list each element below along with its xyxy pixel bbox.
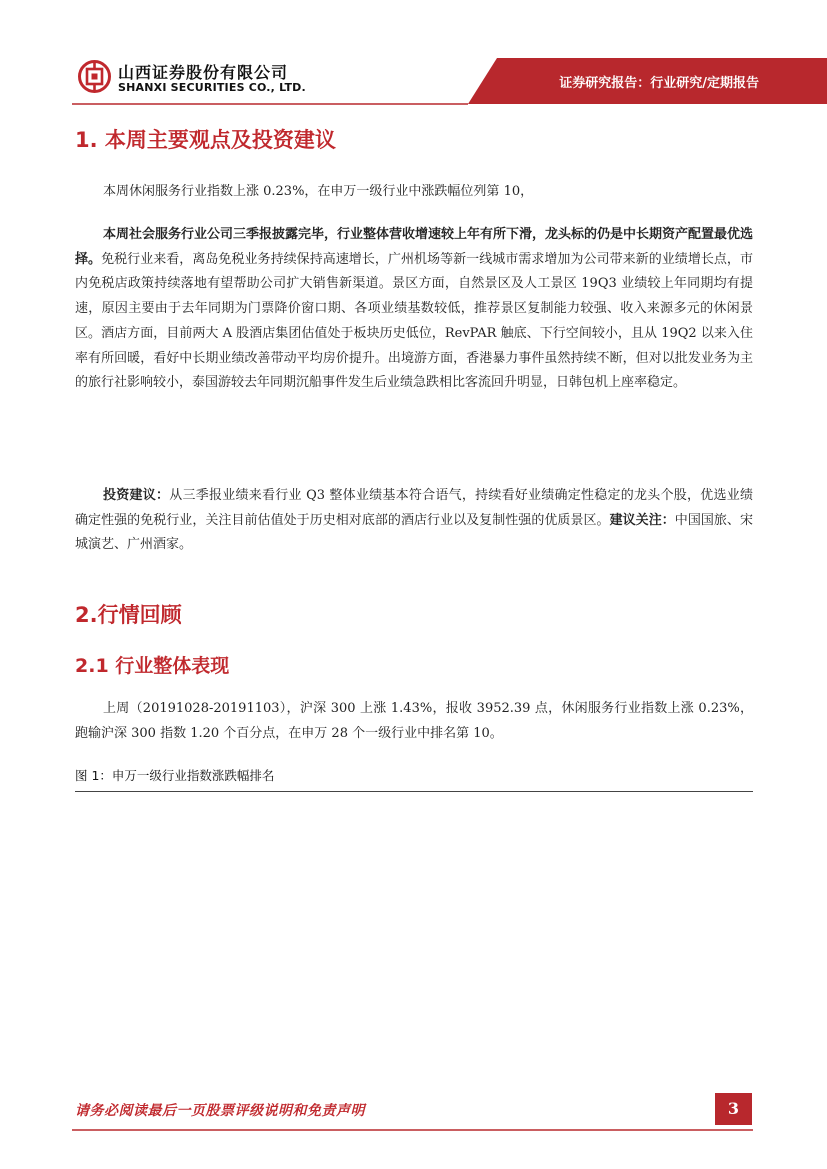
page-number: 3 xyxy=(715,1093,752,1125)
section-2-title: 2.行情回顾 xyxy=(75,603,182,627)
paragraph-weekly-index xyxy=(75,180,753,205)
section-2-1-title: 2.1 行业整体表现 xyxy=(75,655,230,677)
paragraph-investment-advice xyxy=(75,484,753,558)
paragraph-market-review xyxy=(75,697,753,746)
recommendation-label: 建议关注： xyxy=(609,512,675,528)
industry-view-highlight: 本周社会服务行业公司三季报披露完毕，行业整体营收增速较上年有所下滑，龙头标的仍是中长期资产配置最优选择。 xyxy=(75,227,754,267)
footer-band xyxy=(0,1075,827,1169)
company-logo-icon xyxy=(78,60,111,93)
company-name-en: SHANXI SECURITIES CO., LTD. xyxy=(118,81,306,94)
industry-view-text: 免税行业来看，离岛免税业务持续保持高速增长，广州机场等新一线城市需求增加为公司带来新的业绩增长点，市内免税店政策持续落地有望帮助公司扩大销售新渠道。景区方面，自然景区及人工景区 19Q3 业绩较上年同期均有提速，原因主要由于去年同期为门票降价窗口期、各项业绩基数较低，推荐景区复制能力较强、收入来源多元的休闲景区。酒店方面，目前两大 A 股酒店集团估值处于板块历史低位，RevPAR 触底、下行空间较小，且从 19Q2 以来入住率有所回暖，看好中长期业绩改善带动平均房价提升。出境游方面，香港暴力事件虽然持续不断，但对以批发业务为主的旅行社影响较小，泰国游较去年同期沉船事件发生后业绩急跌相比客流回升明显，日韩包机上座率稳定。 xyxy=(75,251,753,391)
investment-advice-label: 投资建议： xyxy=(103,488,170,503)
footer-disclaimer: 请务必阅读最后一页股票评级说明和免责声明 xyxy=(75,1103,365,1119)
market-review-text: 上周（20191028-20191103），沪深 300 上涨 1.43%，报收 3952.39 点，休闲服务行业指数上涨 0.23%，跑输沪深 300 指数 1.20 个百分点，在申万 28 个一级行业中排名第 10。 xyxy=(75,701,753,741)
paragraph-industry-view xyxy=(75,223,753,396)
report-type-label: 证券研究报告：行业研究/定期报告 xyxy=(559,76,759,91)
section-1-title: 1. 本周主要观点及投资建议 xyxy=(75,128,336,152)
company-name-cn: 山西证券股份有限公司 xyxy=(118,63,289,82)
investment-advice-text: 从三季报业绩来看行业 Q3 整体业绩基本符合语气，持续看好业绩确定性稳定的龙头个股，优选业绩确定性强的免税行业，关注目前估值处于历史相对底部的酒店行业以及复制性强的优质景区。 xyxy=(75,488,753,528)
figure-divider xyxy=(75,791,753,792)
paragraph-weekly-index-text: 本周休闲服务行业指数上涨 0.23%，在申万一级行业中涨跌幅位列第 10， xyxy=(103,184,534,199)
recommendation-text: 中国国旅、宋城演艺、广州酒家。 xyxy=(75,512,753,553)
figure-caption: 图 1：申万一级行业指数涨跌幅排名 xyxy=(75,768,275,783)
